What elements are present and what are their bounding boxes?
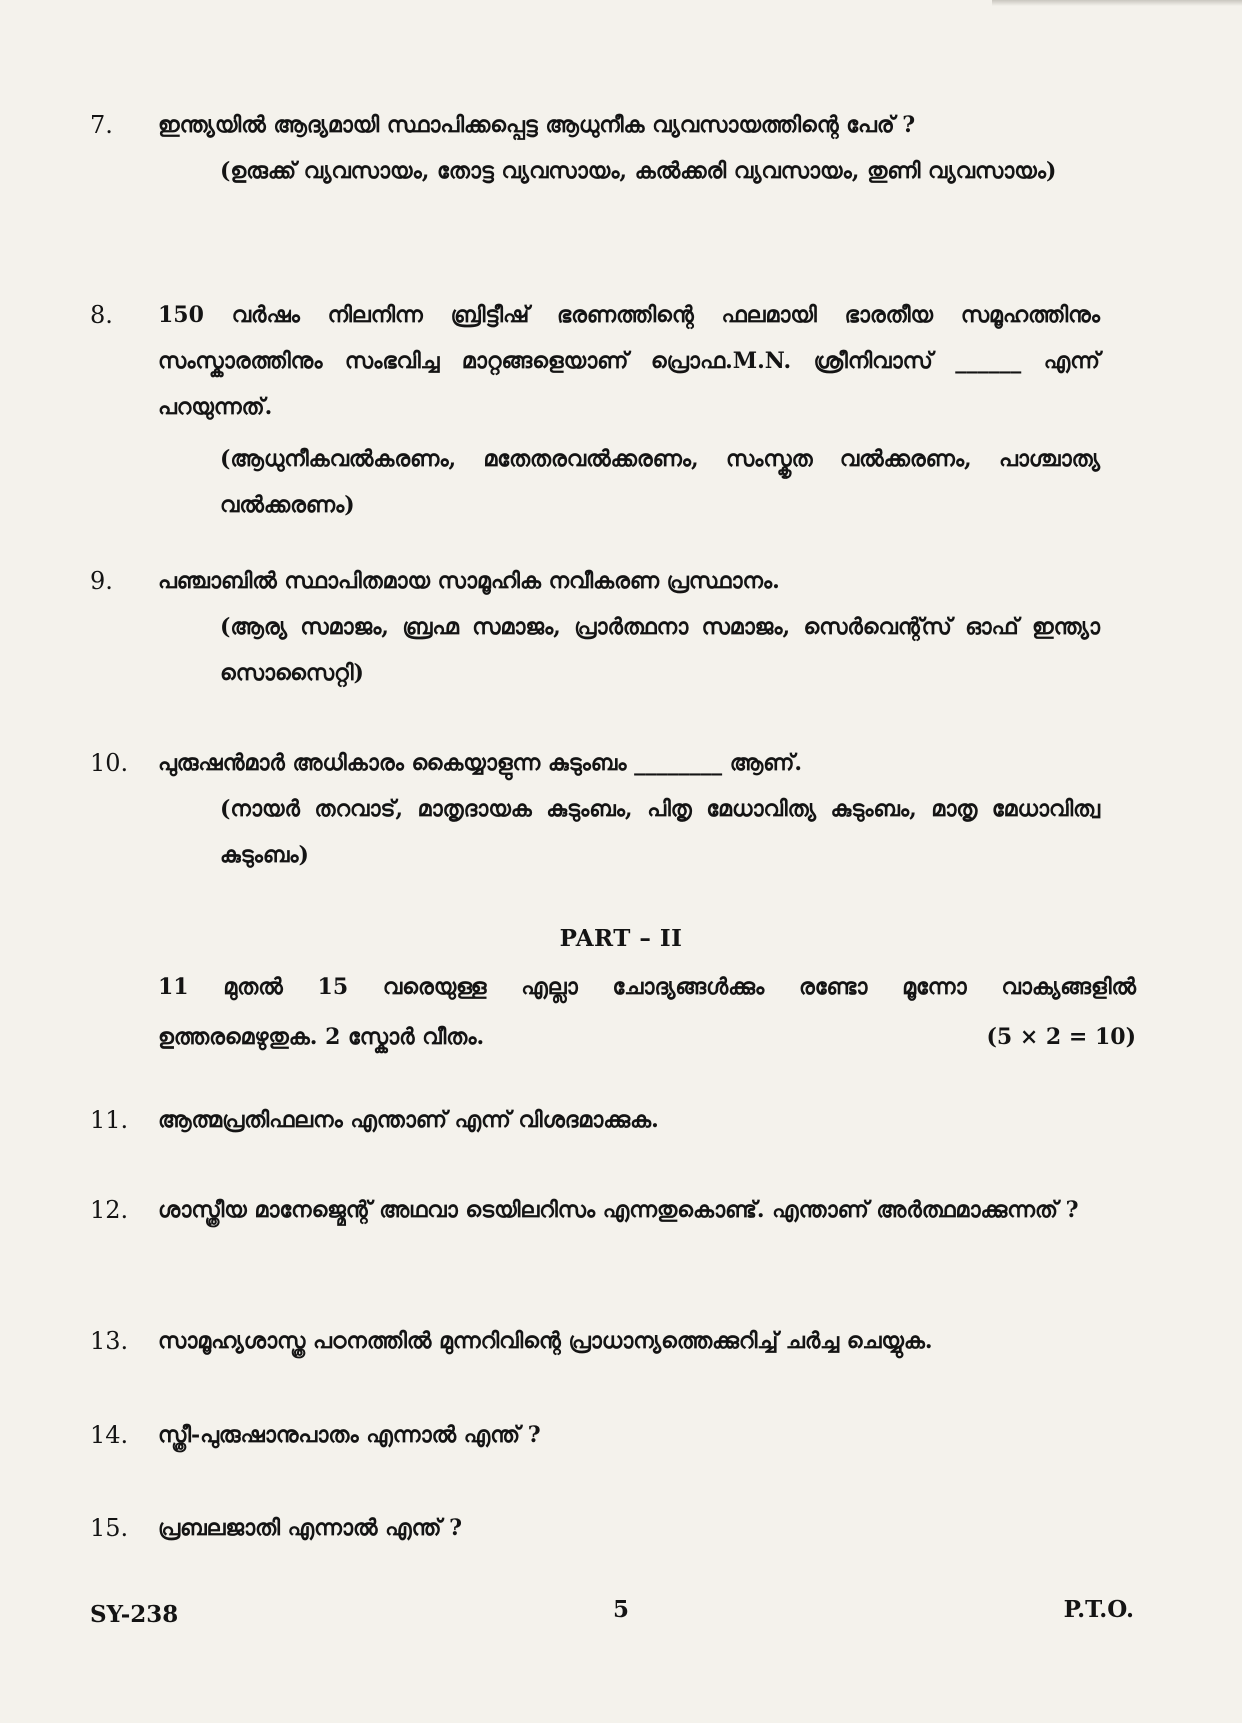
question-8 [90, 292, 1100, 528]
question-text: പുരുഷൻമാർ അധികാരം കൈയ്യാളുന്ന കുടുംബം ________ ആണ്. [158, 750, 803, 776]
question-number: 9. [90, 567, 113, 595]
paper-code: SY-238 [90, 1601, 179, 1628]
question-number: 8. [90, 301, 113, 329]
question-options: (ആര്യ സമാജം, ബ്രഹ്മ സമാജം, പ്രാർത്ഥനാ സമാജം, സെർവെന്റ്സ് ഓഫ് ഇന്ത്യാ സൊസൈറ്റി) [220, 614, 1100, 686]
question-text: ഇന്ത്യയിൽ ആദ്യമായി സ്ഥാപിക്കപ്പെട്ട ആധുനീക വ്യവസായത്തിന്റെ പേര് ? [158, 112, 916, 138]
question-7 [90, 102, 1100, 194]
question-number: 11. [90, 1106, 129, 1134]
question-number: 14. [90, 1421, 129, 1449]
question-text: ശാസ്ത്രീയ മാനേജ്മെന്റ് അഥവാ ടെയിലറിസം എന്നതുകൊണ്ട്. എന്താണ് അർത്ഥമാക്കുന്നത് ? [158, 1197, 1079, 1223]
part-instructions [158, 962, 1136, 1062]
question-text: സ്ത്രീ-പുരുഷാനുപാതം എന്നാൽ എന്ത് ? [158, 1422, 541, 1448]
question-options: (നായർ തറവാട്, മാതൃദായക കുടുംബം, പിതൃ മേധാവിത്യ കുടുംബം, മാതൃ മേധാവിത്വ കുടുംബം) [220, 796, 1100, 868]
question-9 [90, 558, 1100, 696]
question-10 [90, 740, 1100, 878]
question-number: 10. [90, 749, 129, 777]
question-12 [90, 1187, 1100, 1233]
question-text: പ്രബലജാതി എന്നാൽ എന്ത് ? [158, 1515, 462, 1541]
question-number: 7. [90, 111, 113, 139]
part-title: PART – II [559, 925, 683, 952]
question-text: 150 വർഷം നിലനിന്ന ബ്രിട്ടീഷ് ഭരണത്തിന്റെ ഫലമായി ഭാരതീയ സമൂഹത്തിനും സംസ്കാരത്തിനും സംഭവിച്ച മാറ്റങ്ങളെയാണ് പ്രൊഫ.M.N. ശ്രീനിവാസ് ______ എന്ന് പറയുന്നത്. [158, 302, 1100, 420]
question-14 [90, 1412, 1100, 1458]
question-number: 13. [90, 1327, 129, 1355]
question-11 [90, 1097, 1100, 1143]
page-number: 5 [612, 1596, 629, 1623]
please-turn-over: P.T.O. [1063, 1596, 1134, 1623]
question-number: 12. [90, 1196, 129, 1224]
question-13 [90, 1318, 1100, 1364]
question-15 [90, 1505, 1100, 1551]
question-options: (ഉരുക്ക് വ്യവസായം, തോട്ട വ്യവസായം, കൽക്കരി വ്യവസായം, തുണി വ്യവസായം) [220, 158, 1057, 184]
instruction-line-with-marks [158, 1012, 1136, 1062]
question-options: (ആധുനീകവൽകരണം, മതേതരവൽക്കരണം, സംസ്കൃത വൽക്കരണം, പാശ്ചാത്യ വൽക്കരണം) [220, 446, 1100, 518]
marks-allocation: (5 × 2 = 10) [986, 1024, 1136, 1050]
question-text: പഞ്ചാബിൽ സ്ഥാപിതമായ സാമൂഹിക നവീകരണ പ്രസ്ഥാനം. [158, 568, 780, 594]
question-number: 15. [90, 1514, 129, 1542]
instruction-line: ഉത്തരമെഴുതുക. 2 സ്കോർ വീതം. [158, 1024, 485, 1050]
question-text: സാമൂഹ്യശാസ്ത്ര പഠനത്തിൽ മുന്നറിവിന്റെ പ്രാധാന്യത്തെക്കുറിച്ച് ചർച്ച ചെയ്യുക. [158, 1328, 933, 1354]
instruction-line: 11 മുതൽ 15 വരെയുള്ള എല്ലാ ചോദ്യങ്ങൾക്കും രണ്ടോ മൂന്നോ വാക്യങ്ങളിൽ [158, 974, 1136, 1000]
question-text: ആത്മപ്രതിഫലനം എന്താണ് എന്ന് വിശദമാക്കുക. [158, 1107, 659, 1133]
scan-edge-shadow [992, 0, 1242, 6]
